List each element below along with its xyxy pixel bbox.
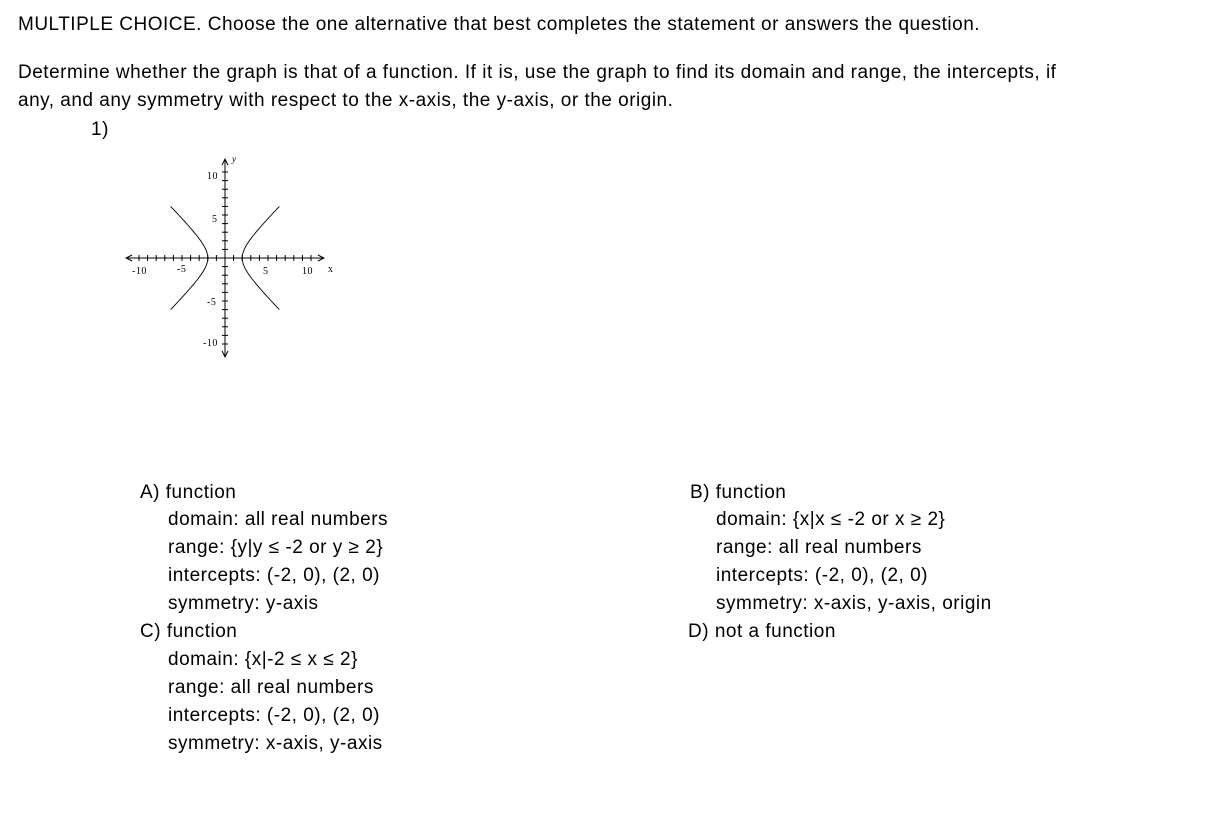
option-a-domain: domain: all real numbers bbox=[168, 509, 389, 530]
x-tick-label: -10 bbox=[132, 266, 147, 277]
option-a-range: range: {y|y ≤ -2 or y ≥ 2} bbox=[168, 537, 384, 558]
option-a-intercepts: intercepts: (-2, 0), (2, 0) bbox=[168, 565, 381, 586]
y-tick-label: -5 bbox=[207, 297, 217, 308]
option-c-label[interactable]: C) function bbox=[140, 621, 238, 642]
option-b-label[interactable]: B) function bbox=[690, 482, 787, 503]
option-b-intercepts: intercepts: (-2, 0), (2, 0) bbox=[716, 565, 929, 586]
y-axis-label: y bbox=[232, 154, 237, 164]
option-c-intercepts: intercepts: (-2, 0), (2, 0) bbox=[168, 705, 381, 726]
option-b-symmetry: symmetry: x-axis, y-axis, origin bbox=[716, 593, 992, 614]
y-tick-label: 5 bbox=[212, 214, 218, 225]
option-c-domain: domain: {x|-2 ≤ x ≤ 2} bbox=[168, 649, 358, 670]
graph-labels bbox=[132, 154, 334, 349]
option-a-label[interactable]: A) function bbox=[140, 482, 237, 503]
option-a-symmetry: symmetry: y-axis bbox=[168, 593, 319, 614]
option-b-domain: domain: {x|x ≤ -2 or x ≥ 2} bbox=[716, 509, 946, 530]
section-header: MULTIPLE CHOICE. Choose the one alternative that best completes the statement or answers the question. bbox=[18, 14, 981, 35]
instructions-line-2: any, and any symmetry with respect to the x-axis, the y-axis, or the origin. bbox=[18, 90, 674, 111]
instructions-line-1: Determine whether the graph is that of a function. If it is, use the graph to find its domain and range, the intercepts, if bbox=[18, 62, 1057, 83]
option-b-range: range: all real numbers bbox=[716, 537, 922, 558]
x-tick-label: 5 bbox=[263, 266, 269, 277]
option-c-symmetry: symmetry: x-axis, y-axis bbox=[168, 733, 383, 754]
y-tick-label: 10 bbox=[207, 171, 218, 182]
option-c-range: range: all real numbers bbox=[168, 677, 374, 698]
x-tick-label: -5 bbox=[177, 264, 187, 275]
x-axis-label: x bbox=[328, 264, 334, 275]
question-number: 1) bbox=[91, 119, 109, 140]
y-tick-label: -10 bbox=[203, 338, 218, 349]
option-d-label[interactable]: D) not a function bbox=[688, 621, 836, 642]
hyperbola-graph bbox=[110, 148, 350, 372]
x-tick-label: 10 bbox=[302, 266, 313, 277]
